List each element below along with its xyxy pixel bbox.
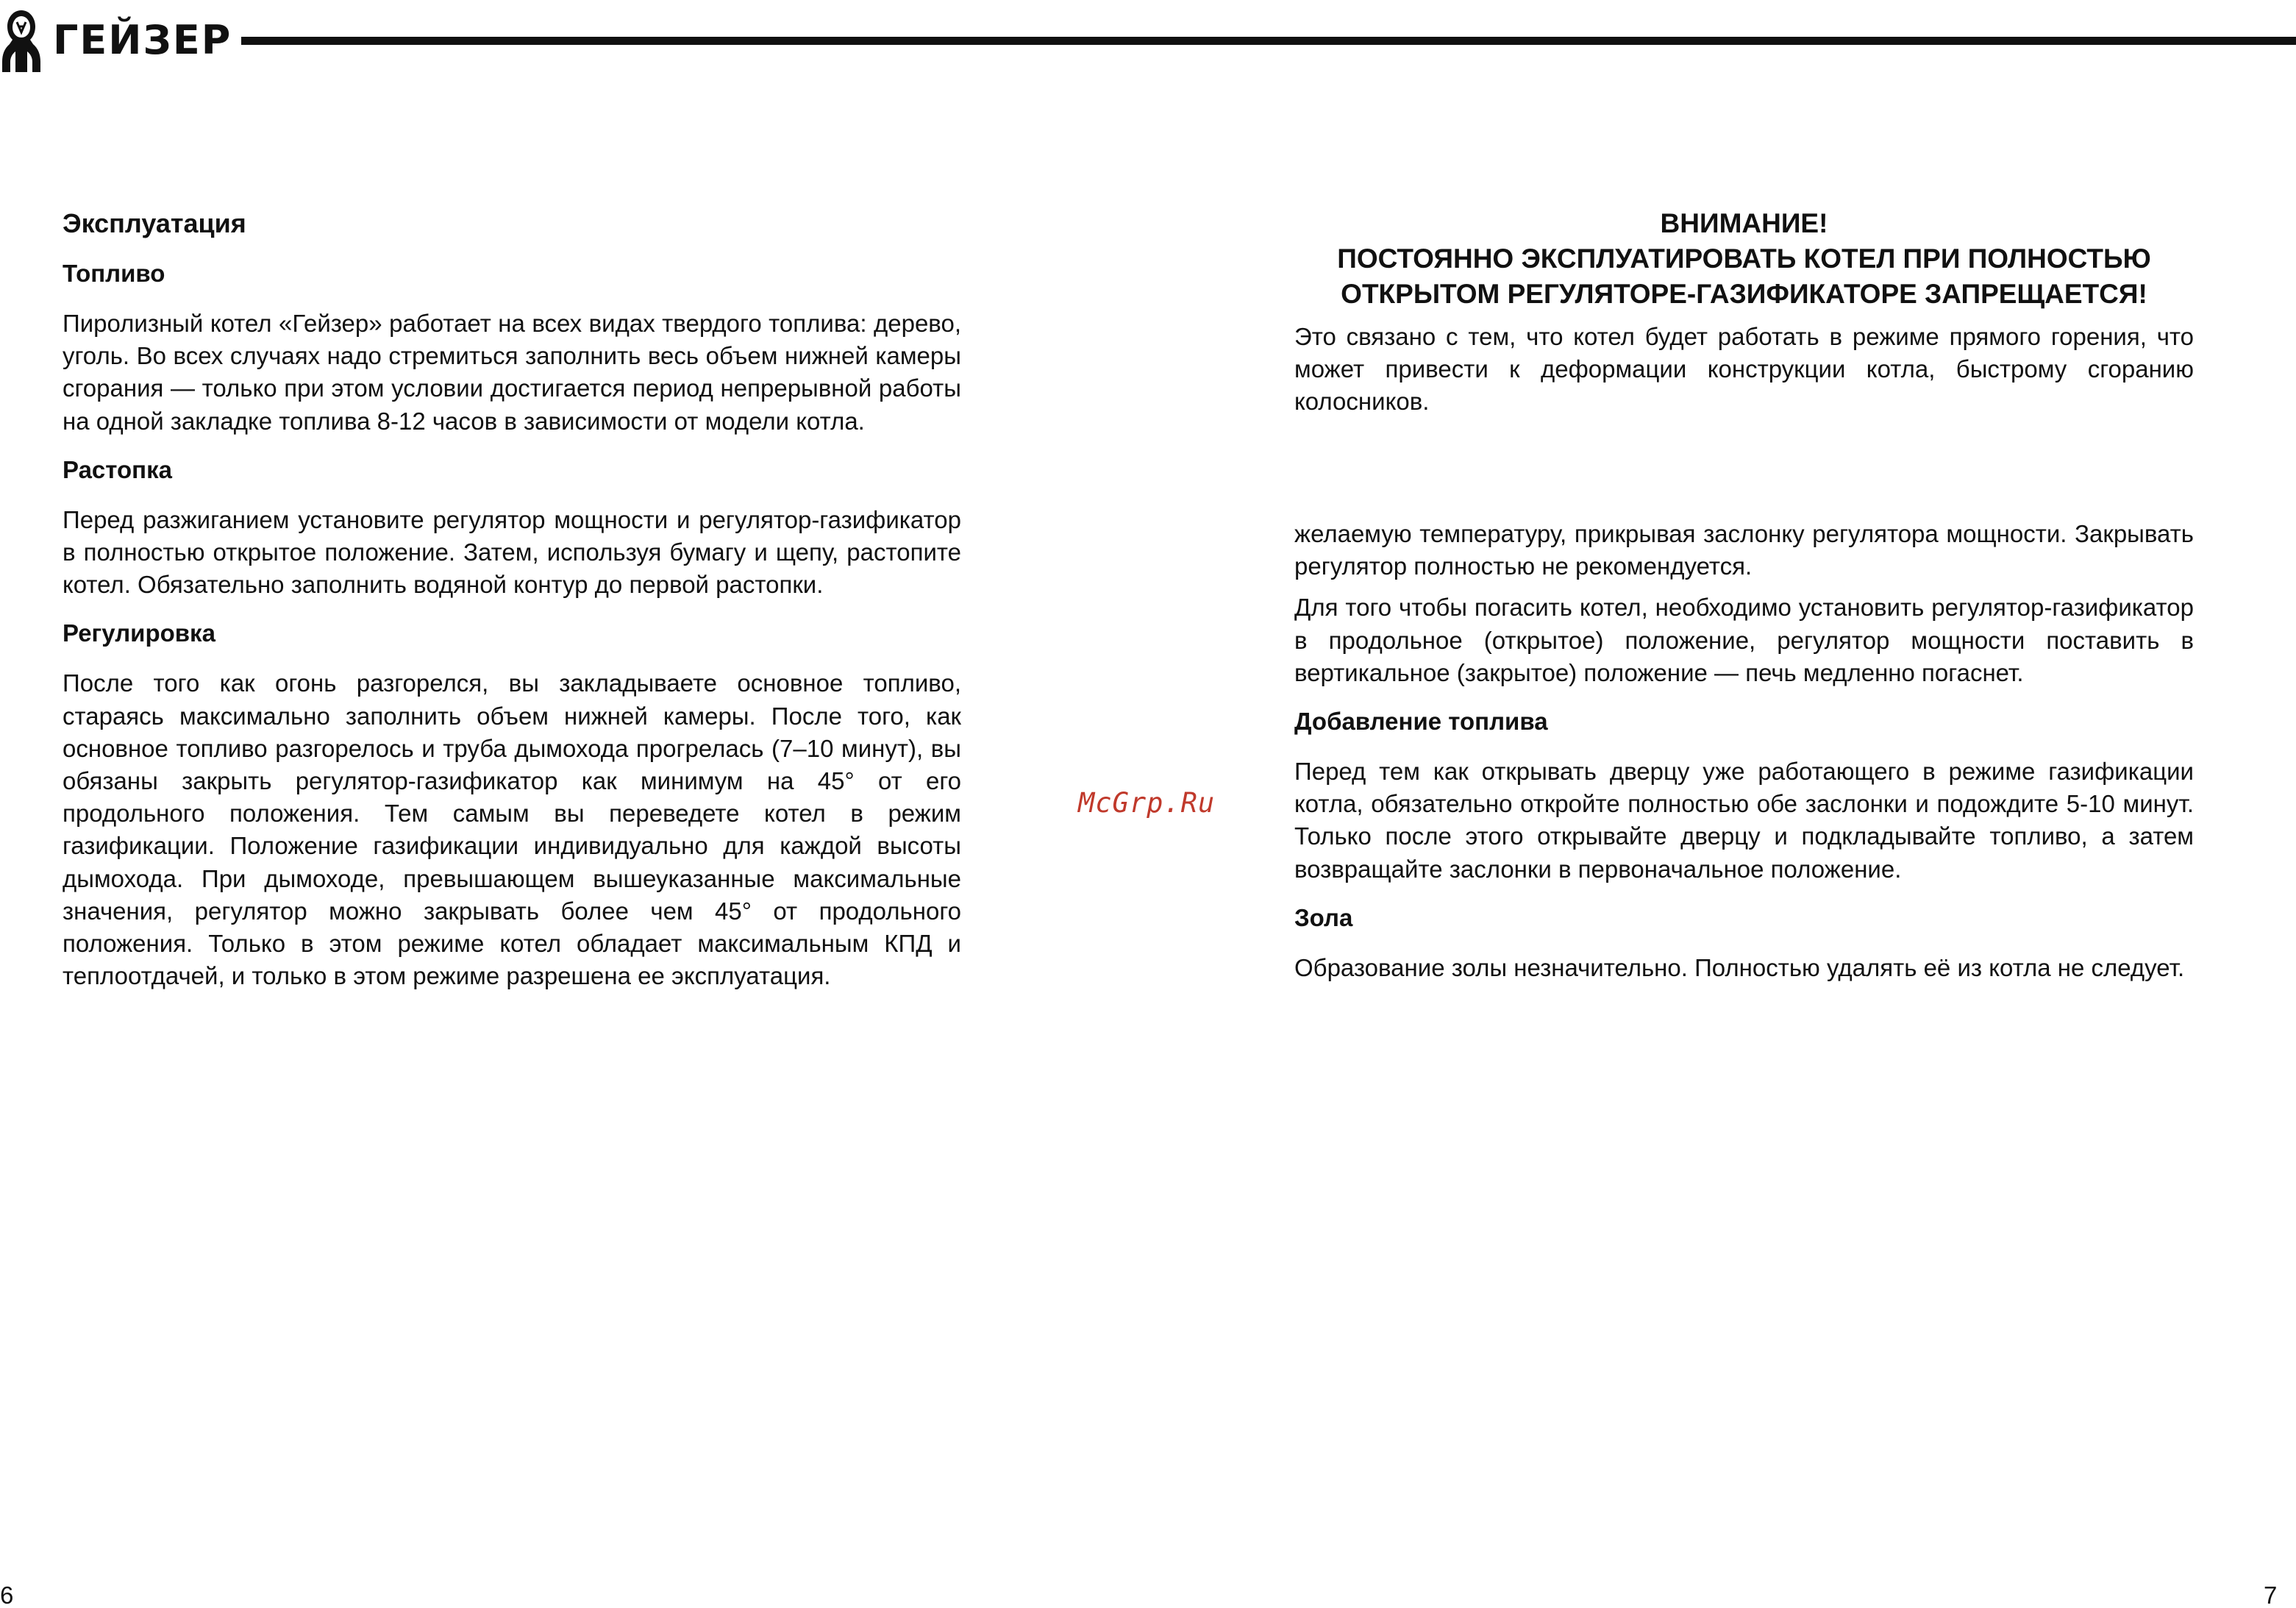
warning-explanation-block [1294,321,2194,435]
adding-fuel-text: Перед тем как открывать дверцу уже работающего в режиме газификации котла, обязательно откройте полностью обе заслонки и подождите 5-10 минут. Только после этого открывайте дверцу и подкладывайте топливо, а затем возвращайте заслонки в первоначальное положение. [1294,758,2194,883]
left-page-content [63,207,961,1008]
adding-fuel-heading: Добавление топлива [1294,708,1548,736]
ash-heading: Зола [1294,903,1353,931]
kindling-text: Перед разжиганием установите регулятор мощности и регулятор-газификатор в полностью открытое положение. Затем, используя бумагу и щепу, растопите котел. Обязательно заполнить водяной контур до первой растопки. [63,505,961,599]
continue-text: желаемую температуру, прикрывая заслонку регулятора мощности. Закрывать регулятор полностью не рекомендуется. [1294,520,2194,580]
page-number-left: 6 [0,1582,14,1608]
regulation-text: После того как огонь разгорелся, вы закладываете основное топливо, стараясь максимально заполнить объем нижней камеры. После того, как основное топливо разгорелось и труба дымохода прогрелась (7–10 минут), вы обязаны закрыть регулятор-газификатор как минимум на 45° от его продольного положения. Тем самым вы переведете котел в режим газификации. Положение газификации индивидуально для каждой высоты дымохода. При дымоходе, превышающем вышеуказанные максимальные значения, регулятор можно закрывать более чем 45° от продольного положения. Только в этом режиме котел обладает максимальным КПД и теплоотдачей, и только в этом режиме разрешена ее эксплуатация. [63,669,961,990]
geyser-logo-icon [0,7,43,74]
ash-text: Образование золы незначительно. Полностью удалять её из котла не следует. [1294,953,2185,981]
regulation-heading: Регулировка [63,619,215,647]
page-number-right: 7 [2264,1582,2278,1608]
warning-line-3: ОТКРЫТОМ РЕГУЛЯТОРЕ-ГАЗИФИКАТОРЕ ЗАПРЕЩАЕТСЯ! [1341,279,2147,309]
warning-title: ВНИМАНИЕ! [1660,208,1828,238]
brand-logo [0,7,232,74]
section-title: Эксплуатация [63,208,246,238]
extinguish-text: Для того чтобы погасить котел, необходимо установить регулятор-газификатор в продольное (открытое) положение, регулятор мощности поставить в вертикальное (закрытое) положение — печь медленно погаснет. [1294,594,2194,686]
kindling-heading: Растопка [63,455,172,483]
header-rule [241,37,2296,45]
warning-line-2: ПОСТОЯННО ЭКСПЛУАТИРОВАТЬ КОТЕЛ ПРИ ПОЛНОСТЬЮ [1337,243,2151,274]
watermark: McGrp.Ru [1078,787,1216,819]
fuel-heading: Топливо [63,260,165,287]
fuel-text: Пиролизный котел «Гейзер» работает на всех видах твердого топлива: дерево, уголь. Во всех случаях надо стремиться заполнить весь объем нижней камеры сгорания — только при этом условии достигается период непрерывной работы на одной закладке топлива 8-12 часов в зависимости от модели котла. [63,310,961,435]
right-page-content [1294,518,2194,1000]
warning-block [1294,206,2194,312]
warning-text: Это связано с тем, что котел будет работать в режиме прямого горения, что может привести к деформации конструкции котла, быстрому сгоранию колосников. [1294,323,2194,416]
brand-name: ГЕЙЗЕР [53,17,232,63]
